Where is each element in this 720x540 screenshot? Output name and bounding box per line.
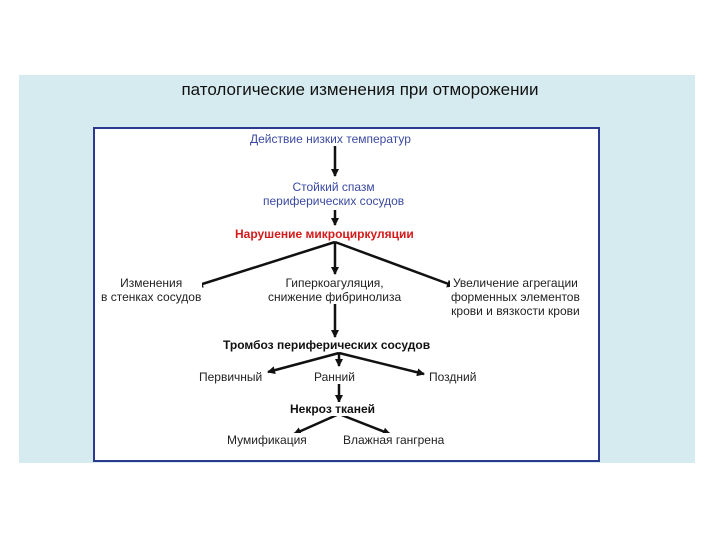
- arrow-to-wet-gangrene: [339, 414, 390, 434]
- node-thrombosis: Тромбоз периферических сосудов: [223, 338, 431, 352]
- node-late: Поздний: [429, 370, 477, 384]
- slide-title: патологические изменения при отморожении: [181, 80, 539, 99]
- node-low-temperature: Действие низких температур: [250, 132, 411, 146]
- arrow-to-mummification: [294, 414, 339, 434]
- node-aggregation-increase: Увеличение агрегации форменных элементов крови и вязкости крови: [451, 276, 580, 318]
- node-early: Ранний: [314, 370, 355, 384]
- node-persistent-spasm: Стойкий спазм периферических сосудов: [263, 180, 405, 208]
- node-tissue-necrosis: Некроз тканей: [290, 402, 376, 416]
- node-microcirculation-disorder: Нарушение микроциркуляции: [235, 227, 414, 241]
- node-hypercoagulation: Гиперкоагуляция, снижение фибринолиза: [268, 276, 402, 304]
- node-primary: Первичный: [199, 370, 263, 384]
- node-wet-gangrene: Влажная гангрена: [343, 433, 445, 447]
- node-mummification: Мумификация: [227, 433, 307, 447]
- node-vessel-wall-changes: Изменения в стенках сосудов: [101, 276, 202, 304]
